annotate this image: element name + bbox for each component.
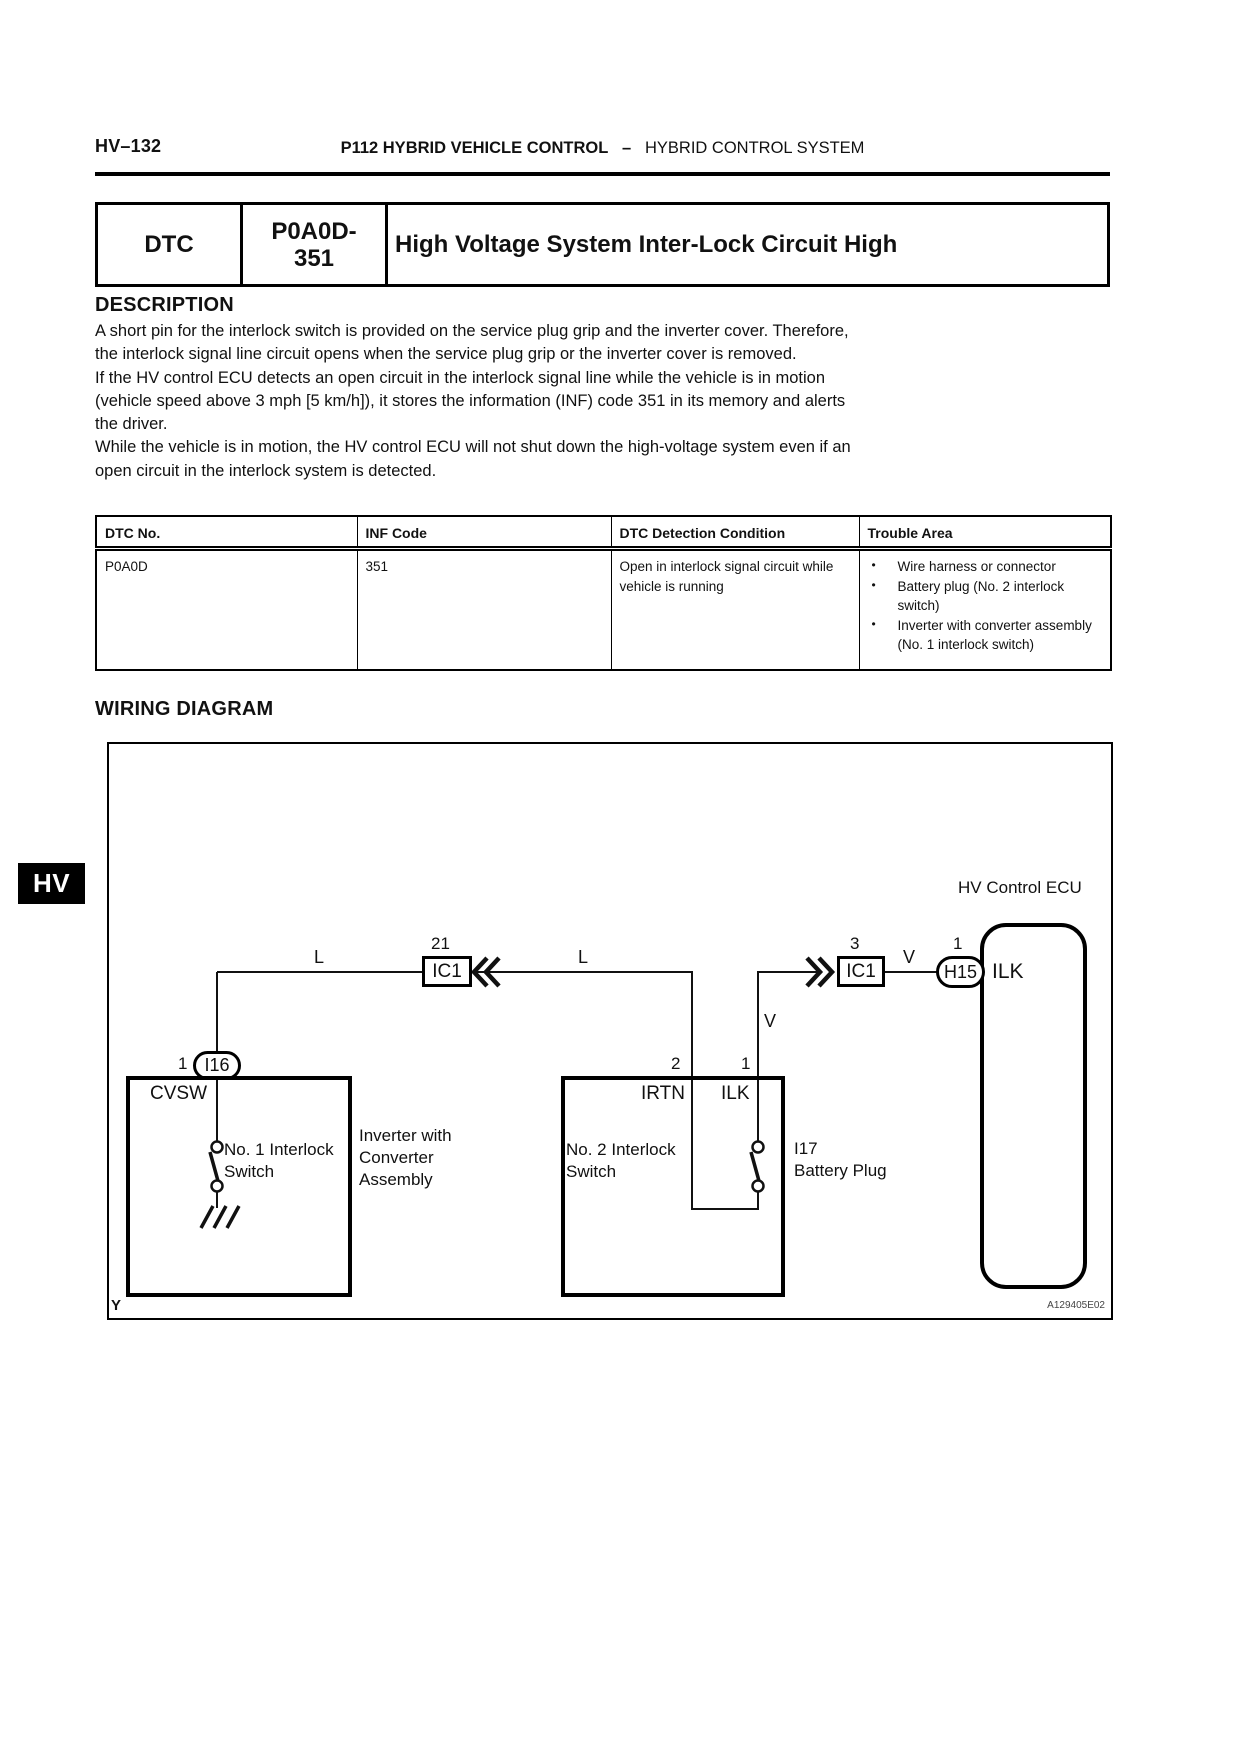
pin-2-irtn-label: 2 bbox=[671, 1054, 681, 1073]
ecu-pin-ilk-label: ILK bbox=[992, 960, 1024, 983]
description-line: While the vehicle is in motion, the HV control ECU will not shut down the high-voltage system even if an bbox=[95, 438, 851, 457]
cell-detection-condition: Open in interlock signal circuit while vehicle is running bbox=[611, 549, 859, 670]
pin-1-h15-label: 1 bbox=[953, 934, 963, 953]
dtc-table-header-row bbox=[96, 516, 1111, 549]
connector-ic1-left: IC1 bbox=[422, 956, 472, 987]
i17-label: I17 bbox=[794, 1139, 818, 1158]
dtc-code: P0A0D-351 bbox=[271, 217, 357, 272]
trouble-area-item: • Wire harness or connector bbox=[871, 558, 1056, 574]
description-line: (vehicle speed above 3 mph [5 km/h]), it stores the information (INF) code 351 in its memory and alerts bbox=[95, 391, 846, 410]
connector-h15: H15 bbox=[936, 956, 985, 988]
battery-plug-label: Battery Plug bbox=[794, 1161, 887, 1180]
bullet-icon: • bbox=[871, 616, 876, 631]
wiring-diagram-heading: WIRING DIAGRAM bbox=[95, 698, 274, 720]
bullet-icon: • bbox=[871, 558, 876, 572]
battery-plug-box bbox=[561, 1076, 785, 1297]
description-line: the driver. bbox=[95, 415, 168, 434]
header-section-title: P112 HYBRID VEHICLE CONTROL bbox=[340, 139, 609, 157]
header-separator: – bbox=[622, 139, 632, 157]
description-text bbox=[95, 320, 1125, 483]
cell-dtc-no: P0A0D bbox=[96, 549, 357, 670]
page-header bbox=[95, 139, 1110, 158]
wire-label-l-mid: L bbox=[578, 947, 589, 967]
description-line: the interlock signal line circuit opens when the service plug grip or the inverter cover is removed. bbox=[95, 345, 797, 364]
pin-21-label: 21 bbox=[431, 934, 450, 953]
col-header-trouble-area: Trouble Area bbox=[859, 516, 1111, 549]
pin-1-i16-label: 1 bbox=[178, 1054, 188, 1073]
pin-3-label: 3 bbox=[850, 934, 860, 953]
inverter-assembly-box bbox=[126, 1076, 352, 1297]
dtc-table bbox=[95, 515, 1112, 671]
dtc-banner bbox=[95, 202, 1110, 287]
pin-1-ilk-label: 1 bbox=[741, 1054, 751, 1073]
cell-trouble-area bbox=[859, 549, 1111, 670]
trouble-area-item: • Battery plug (No. 2 interlock switch) bbox=[871, 577, 1065, 613]
figure-code: A129405E02 bbox=[1047, 1300, 1105, 1311]
no2-interlock-switch-label: No. 2 Interlock Switch bbox=[566, 1140, 676, 1181]
description-line: If the HV control ECU detects an open circuit in the interlock signal line while the vehicle is in motion bbox=[95, 368, 826, 387]
page-number: HV–132 bbox=[95, 136, 162, 156]
cell-inf-code: 351 bbox=[357, 549, 611, 670]
frame-corner-mark: Y bbox=[111, 1297, 122, 1314]
hv-side-tab: HV bbox=[18, 863, 85, 904]
dtc-banner-label: DTC bbox=[98, 205, 243, 284]
ilk-label: ILK bbox=[721, 1083, 750, 1104]
inverter-with-converter-assembly-label: Inverter with Converter Assembly bbox=[359, 1126, 452, 1189]
wire-label-l-left: L bbox=[314, 947, 325, 967]
irtn-label: IRTN bbox=[641, 1083, 685, 1104]
cvsw-label: CVSW bbox=[150, 1083, 207, 1104]
col-header-detection-condition: DTC Detection Condition bbox=[611, 516, 859, 549]
header-rule bbox=[95, 172, 1110, 176]
dtc-title: High Voltage System Inter-Lock Circuit High bbox=[395, 231, 898, 258]
connector-ic1-right: IC1 bbox=[837, 956, 885, 987]
wire-label-v-vertical: V bbox=[764, 1011, 777, 1031]
dtc-table-row bbox=[96, 549, 1111, 670]
connector-i16: I16 bbox=[193, 1051, 241, 1080]
description-line: A short pin for the interlock switch is provided on the service plug grip and the inverter cover. Therefore, bbox=[95, 322, 849, 340]
col-header-dtc-no: DTC No. bbox=[96, 516, 357, 549]
trouble-area-item: • Inverter with converter assembly (No. 1 interlock switch) bbox=[871, 616, 1092, 652]
description-line: open circuit in the interlock system is detected. bbox=[95, 461, 437, 480]
col-header-inf-code: INF Code bbox=[357, 516, 611, 549]
header-subsection-title: HYBRID CONTROL SYSTEM bbox=[645, 139, 865, 157]
description-heading: DESCRIPTION bbox=[95, 294, 234, 316]
wire-label-v-right: V bbox=[903, 947, 916, 967]
hv-control-ecu-label: HV Control ECU bbox=[958, 878, 1082, 897]
no1-interlock-switch-label: No. 1 Interlock Switch bbox=[224, 1140, 334, 1181]
bullet-icon: • bbox=[871, 577, 876, 592]
